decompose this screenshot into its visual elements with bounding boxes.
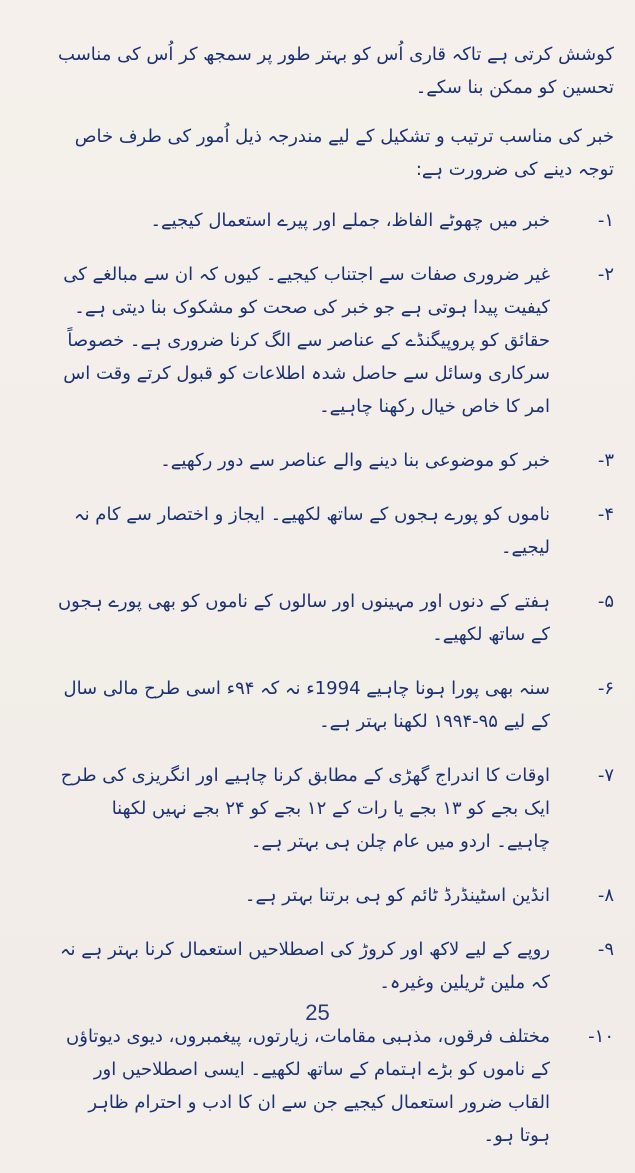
page-number: 25 [305, 1000, 330, 1025]
list-item [54, 933, 614, 999]
list-item-number: ۴- [597, 504, 614, 525]
list-item-text: مختلف فرقوں، مذہبی مقامات، زیارتوں، پیغمبروں، دیوی دیوتاؤں کے ناموں کو بڑے اہتمام کے ساتھ لکھیے۔ ایسی اصطلاحیں اور القاب ضرور استعمال کیجیے جن سے ان کا ادب و احترام ظاہر ہوتا ہو۔ [66, 1026, 550, 1146]
list-item [54, 672, 614, 738]
list-item-number: ۵- [597, 591, 614, 612]
list-item [54, 879, 614, 912]
list-item-number: ۸- [597, 885, 614, 906]
list-item-number: ۶- [597, 678, 614, 699]
list-item-text: خبر کو موضوعی بنا دینے والے عناصر سے دور رکھیے۔ [160, 450, 550, 471]
intro-paragraph: خبر کی مناسب ترتیب و تشکیل کے لیے مندرجہ ذیل اُمور کی طرف خاص توجہ دینے کی ضرورت ہے: [74, 126, 614, 180]
list-item-text: خبر میں چھوٹے الفاظ، جملے اور پیرے استعمال کیجیے۔ [150, 210, 550, 231]
opening-paragraph: کوشش کرتی ہے تاکہ قاری اُس کو بہتر طور پر سمجھ کر اُس کی مناسب تحسین کو ممکن بنا سکے۔ [58, 44, 614, 98]
list-item-text: سنہ بھی پورا ہونا چاہیے 1994ء نہ کہ ۹۴ء اسی طرح مالی سال کے لیے ۹۵-۱۹۹۴ لکھنا بہتر ہے۔ [63, 678, 550, 732]
list-item-number: ۱۰- [588, 1026, 614, 1047]
list-item [54, 1020, 614, 1152]
list-item [54, 759, 614, 858]
list-item [54, 498, 614, 564]
list-item [54, 585, 614, 651]
list-item-number: ۳- [597, 450, 614, 471]
list-item-text: ناموں کو پورے ہجوں کے ساتھ لکھیے۔ ایجاز و اختصار سے کام نہ لیجیے۔ [74, 504, 550, 558]
list-item [54, 204, 614, 237]
list-item-number: ۷- [597, 765, 614, 786]
list-item-text: ہفتے کے دنوں اور مہینوں اور سالوں کے ناموں کو بھی پورے ہجوں کے ساتھ لکھیے۔ [57, 591, 550, 645]
list-item-text: روپے کے لیے لاکھ اور کروڑ کی اصطلاحیں استعمال کرنا بہتر ہے نہ کہ ملین ٹریلین وغیرہ۔ [59, 939, 550, 993]
list-item-text: اوقات کا اندراج گھڑی کے مطابق کرنا چاہیے اور انگریزی کی طرح ایک بجے کو ۱۳ بجے یا رات کے ۱۲ بجے کو ۲۴ بجے نہیں لکھنا چاہیے۔ اردو میں عام چلن ہی بہتر ہے۔ [60, 765, 550, 852]
list-item [54, 444, 614, 477]
list-item-number: ۹- [597, 939, 614, 960]
list-item-text: غیر ضروری صفات سے اجتناب کیجیے۔ کیوں کہ ان سے مبالغے کی کیفیت پیدا ہوتی ہے جو خبر کی صحت کو مشکوک بنا دیتی ہے۔ حقائق کو پروپیگنڈے کے عناصر سے الگ کرنا ضروری ہے۔ خصوصاً سرکاری وسائل سے حاصل شدہ اطلاعات کو قبول کرتے وقت اس امر کا خاص خیال رکھنا چاہیے۔ [63, 264, 550, 417]
list-item-text: انڈین اسٹینڈرڈ ٹائم کو ہی برتنا بہتر ہے۔ [244, 885, 550, 906]
list-item-number: ۲- [597, 264, 614, 285]
list-item [54, 258, 614, 423]
list-item-number: ۱- [597, 210, 614, 231]
